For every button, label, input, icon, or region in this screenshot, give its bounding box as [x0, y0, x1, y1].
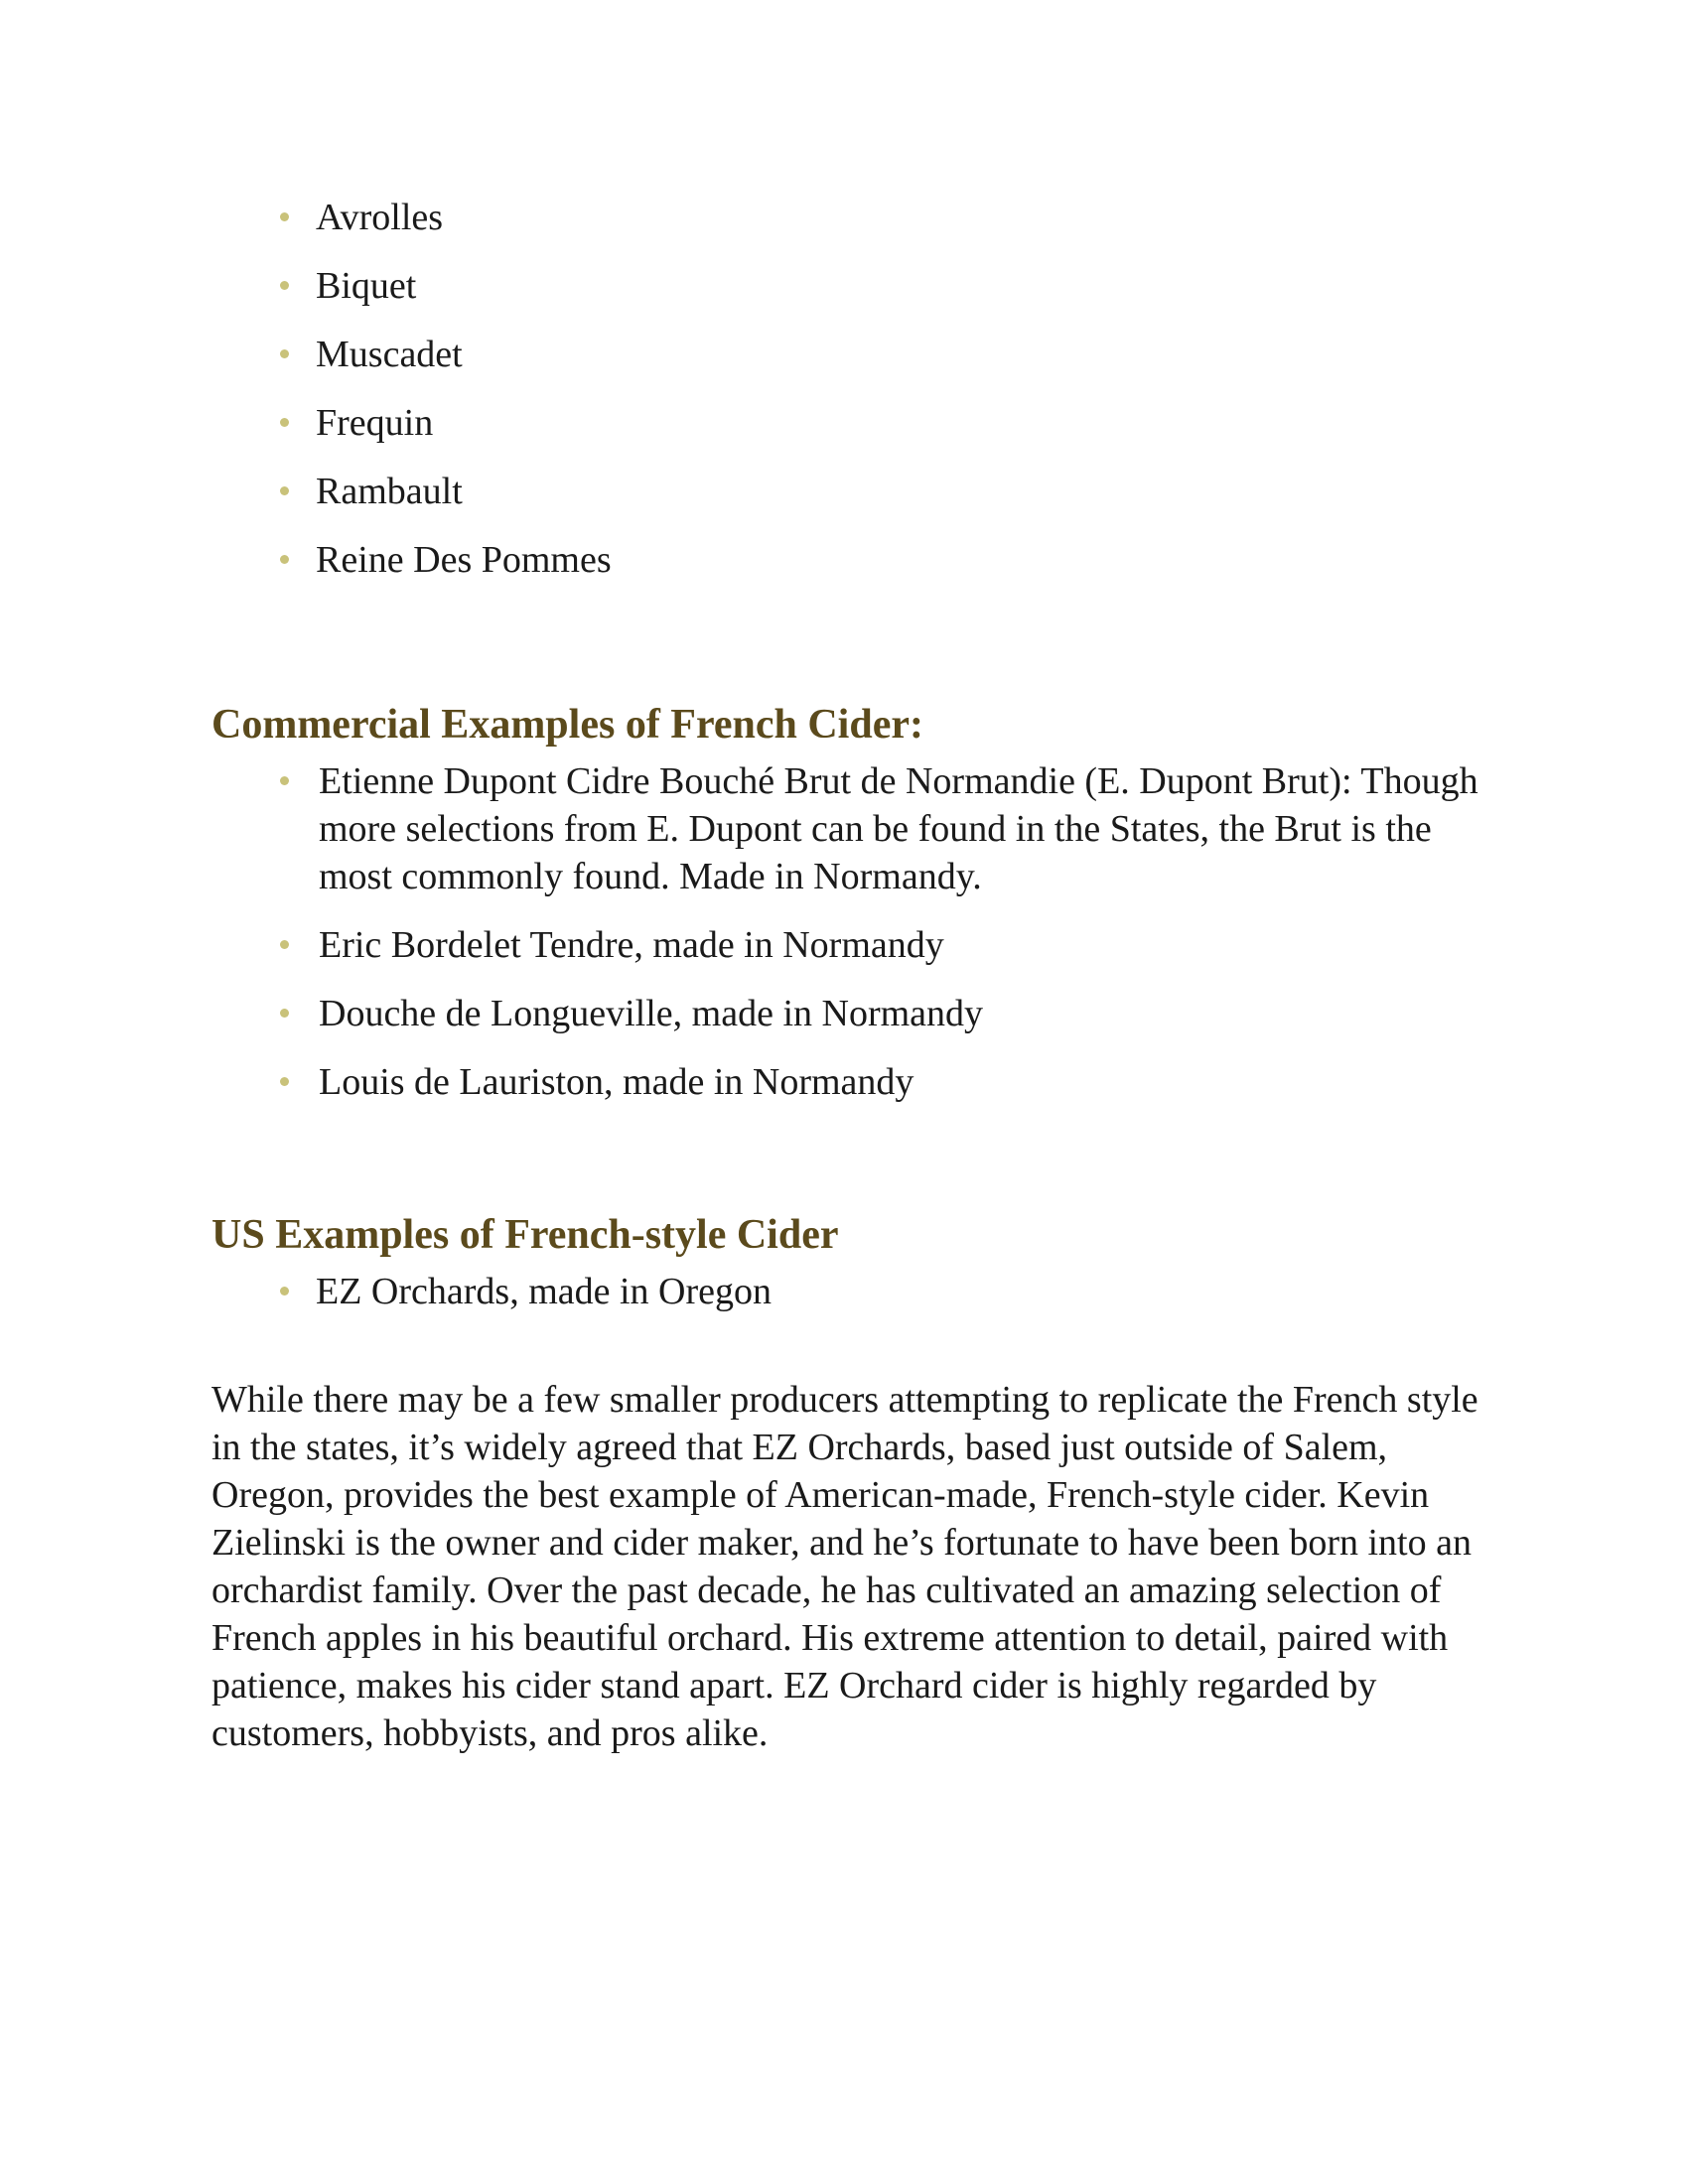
list-item: [279, 331, 1492, 378]
list-item: [279, 468, 1492, 515]
list-item: [279, 1268, 1492, 1315]
commercial-examples-section: [211, 698, 1492, 1106]
document-page: [211, 194, 1492, 1757]
list-item: [279, 262, 1492, 310]
bullet-icon: [280, 212, 289, 221]
list-item-text: Biquet: [316, 265, 417, 307]
list-item-text: Louis de Lauriston, made in Normandy: [319, 1061, 914, 1103]
bullet-icon: [280, 281, 289, 290]
list-item-text: Eric Bordelet Tendre, made in Normandy: [319, 924, 944, 966]
bullet-icon: [280, 418, 289, 427]
bullet-icon: [280, 486, 289, 495]
bullet-icon: [280, 555, 289, 564]
list-item: [279, 194, 1492, 241]
us-examples-heading: US Examples of French-style Cider: [211, 1212, 839, 1258]
list-item: [279, 536, 1492, 584]
list-item: [279, 921, 1492, 969]
bullet-icon: [280, 1287, 289, 1296]
bullet-icon: [280, 940, 289, 949]
list-item-text: Rambault: [316, 471, 463, 512]
list-item-text: EZ Orchards, made in Oregon: [316, 1271, 773, 1312]
commercial-examples-list: [211, 757, 1492, 1106]
list-item: [279, 1058, 1492, 1106]
bullet-icon: [280, 1009, 289, 1018]
commercial-examples-heading: Commercial Examples of French Cider:: [211, 702, 923, 748]
list-item-text: Muscadet: [316, 334, 463, 375]
list-item: [279, 990, 1492, 1037]
bullet-icon: [280, 1077, 289, 1086]
list-item-text: Reine Des Pommes: [316, 539, 612, 581]
list-item: [279, 399, 1492, 447]
apple-variety-list: [211, 194, 1492, 584]
bullet-icon: [280, 776, 289, 785]
us-examples-list: [211, 1268, 1492, 1315]
list-item-text: Avrolles: [316, 197, 444, 238]
ez-orchards-paragraph: While there may be a few smaller producers attempting to replicate the French style in the states, it’s widely agreed that EZ Orchards, based just outside of Salem, Oregon, provides the best example of American-made, French-style cider. Kevin Zielinski is the owner and cider maker, and he’s fortunate to have been born into an orchardist family. Over the past decade, he has cultivated an amazing selection of French apples in his beautiful orchard. His extreme attention to detail, paired with patience, makes his cider stand apart. EZ Orchard cider is highly regarded by customers, hobbyists, and pros alike.: [211, 1379, 1478, 1754]
list-item-text: Frequin: [316, 402, 434, 444]
us-examples-section: [211, 1208, 1492, 1315]
list-item: [279, 757, 1492, 900]
list-item-text: Etienne Dupont Cidre Bouché Brut de Normandie (E. Dupont Brut): Though more selections from E. Dupont can be found in the States, the Brut is the most commonly found. Made in Normandy.: [319, 760, 1478, 897]
list-item-text: Douche de Longueville, made in Normandy: [319, 993, 984, 1034]
bullet-icon: [280, 349, 289, 358]
